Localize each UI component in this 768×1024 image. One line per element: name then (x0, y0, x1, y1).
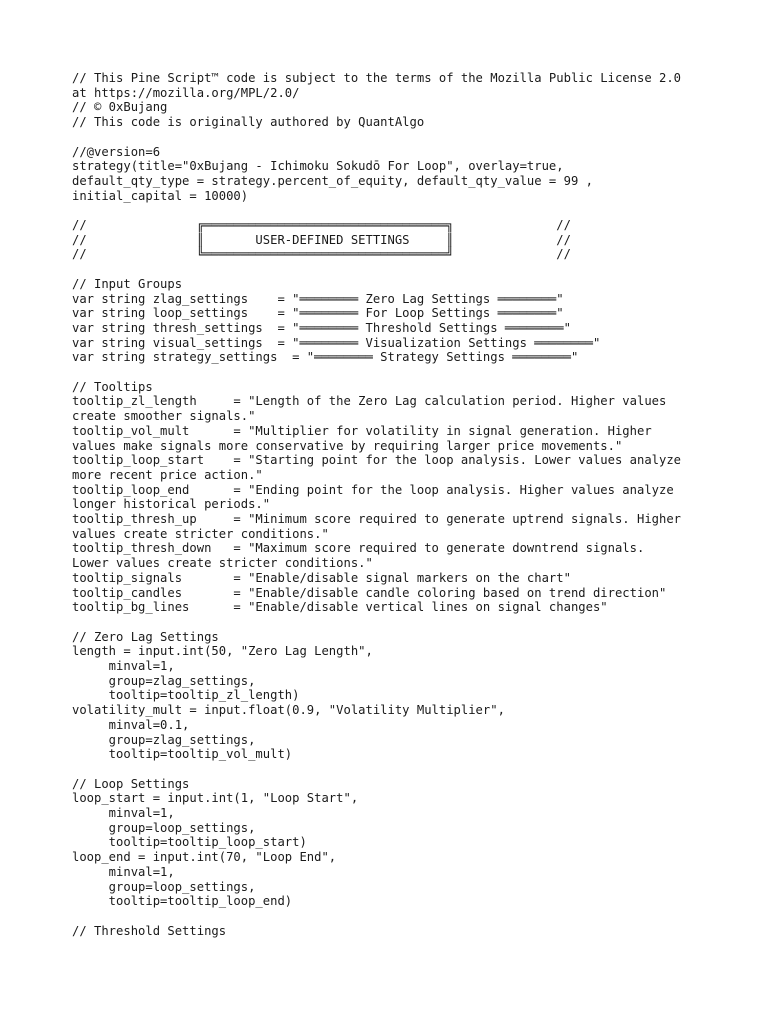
code-line: // Tooltips (72, 379, 153, 394)
code-line: var string loop_settings = "════════ For Loop Settings ════════" (72, 306, 564, 321)
code-line: // ╔═════════════════════════════════╗ // (72, 218, 571, 232)
code-line: var string thresh_settings = "════════ Threshold Settings ════════" (72, 320, 571, 335)
code-line: //@version=6 (72, 144, 161, 159)
code-line: values create stricter conditions." (72, 526, 329, 541)
code-line: // Input Groups (72, 276, 183, 291)
code-line: volatility_mult = input.float(0.9, "Volatility Multiplier", (72, 703, 505, 718)
code-line: group=loop_settings, (72, 879, 256, 894)
code-line: tooltip_bg_lines = "Enable/disable vertical lines on signal changes" (72, 600, 608, 615)
code-line: at https://mozilla.org/MPL/2.0/ (72, 85, 300, 100)
code-line: tooltip=tooltip_zl_length) (72, 688, 300, 703)
code-line: // This Pine Script™ code is subject to the terms of the Mozilla Public License 2.0 (72, 71, 682, 85)
code-block (72, 71, 762, 938)
code-line: // ║ USER-DEFINED SETTINGS ║ // (72, 232, 571, 247)
code-line: loop_end = input.int(70, "Loop End", (72, 850, 337, 865)
code-line (72, 203, 762, 218)
code-line: // Loop Settings (72, 776, 190, 791)
code-line: // © 0xBujang (72, 100, 168, 115)
code-line: minval=1, (72, 864, 175, 879)
code-line: // Zero Lag Settings (72, 629, 219, 644)
code-line: var string visual_settings = "════════ Visualization Settings ════════" (72, 335, 601, 350)
code-line: longer historical periods." (72, 497, 271, 512)
code-line (72, 130, 762, 145)
code-line (72, 762, 762, 777)
code-line: Lower values create stricter conditions." (72, 556, 373, 571)
code-line: minval=0.1, (72, 717, 190, 732)
code-line: group=loop_settings, (72, 820, 256, 835)
code-line: tooltip_vol_mult = "Multiplier for volatility in signal generation. Higher (72, 423, 652, 438)
code-line: tooltip=tooltip_loop_start) (72, 835, 307, 850)
code-line: loop_start = input.int(1, "Loop Start", (72, 791, 359, 806)
code-line: tooltip_candles = "Enable/disable candle coloring based on trend direction" (72, 585, 667, 600)
code-line: // ╚═════════════════════════════════╝ // (72, 247, 571, 262)
code-line (72, 615, 762, 630)
code-line: // Threshold Settings (72, 923, 227, 938)
code-line: var string strategy_settings = "════════ Strategy Settings ════════" (72, 350, 579, 365)
code-line (72, 262, 762, 277)
code-line: length = input.int(50, "Zero Lag Length", (72, 644, 373, 659)
code-line: group=zlag_settings, (72, 673, 256, 688)
code-line: group=zlag_settings, (72, 732, 256, 747)
code-line: more recent price action." (72, 467, 263, 482)
code-line: tooltip_thresh_down = "Maximum score required to generate downtrend signals. (72, 541, 645, 556)
code-line (72, 909, 762, 924)
code-line: initial_capital = 10000) (72, 188, 249, 203)
code-line: values make signals more conservative by requiring larger price movements." (72, 438, 623, 453)
code-line: tooltip_signals = "Enable/disable signal markers on the chart" (72, 570, 571, 585)
code-line: tooltip=tooltip_loop_end) (72, 894, 293, 909)
code-line: create smoother signals." (72, 409, 256, 424)
code-line: // This code is originally authored by QuantAlgo (72, 115, 425, 130)
code-line: tooltip_loop_start = "Starting point for the loop analysis. Lower values analyze (72, 453, 682, 468)
code-line: minval=1, (72, 806, 175, 821)
code-line: tooltip_zl_length = "Length of the Zero Lag calculation period. Higher values (72, 394, 667, 409)
code-line: var string zlag_settings = "════════ Zero Lag Settings ════════" (72, 291, 564, 306)
code-line: default_qty_type = strategy.percent_of_equity, default_qty_value = 99 , (72, 173, 593, 188)
code-line: minval=1, (72, 659, 175, 674)
code-line (72, 365, 762, 380)
code-line: strategy(title="0xBujang - Ichimoku Sokudō For Loop", overlay=true, (72, 159, 564, 174)
code-line: tooltip=tooltip_vol_mult) (72, 747, 293, 762)
code-line: tooltip_thresh_up = "Minimum score required to generate uptrend signals. Higher (72, 512, 682, 527)
code-line: tooltip_loop_end = "Ending point for the loop analysis. Higher values analyze (72, 482, 674, 497)
